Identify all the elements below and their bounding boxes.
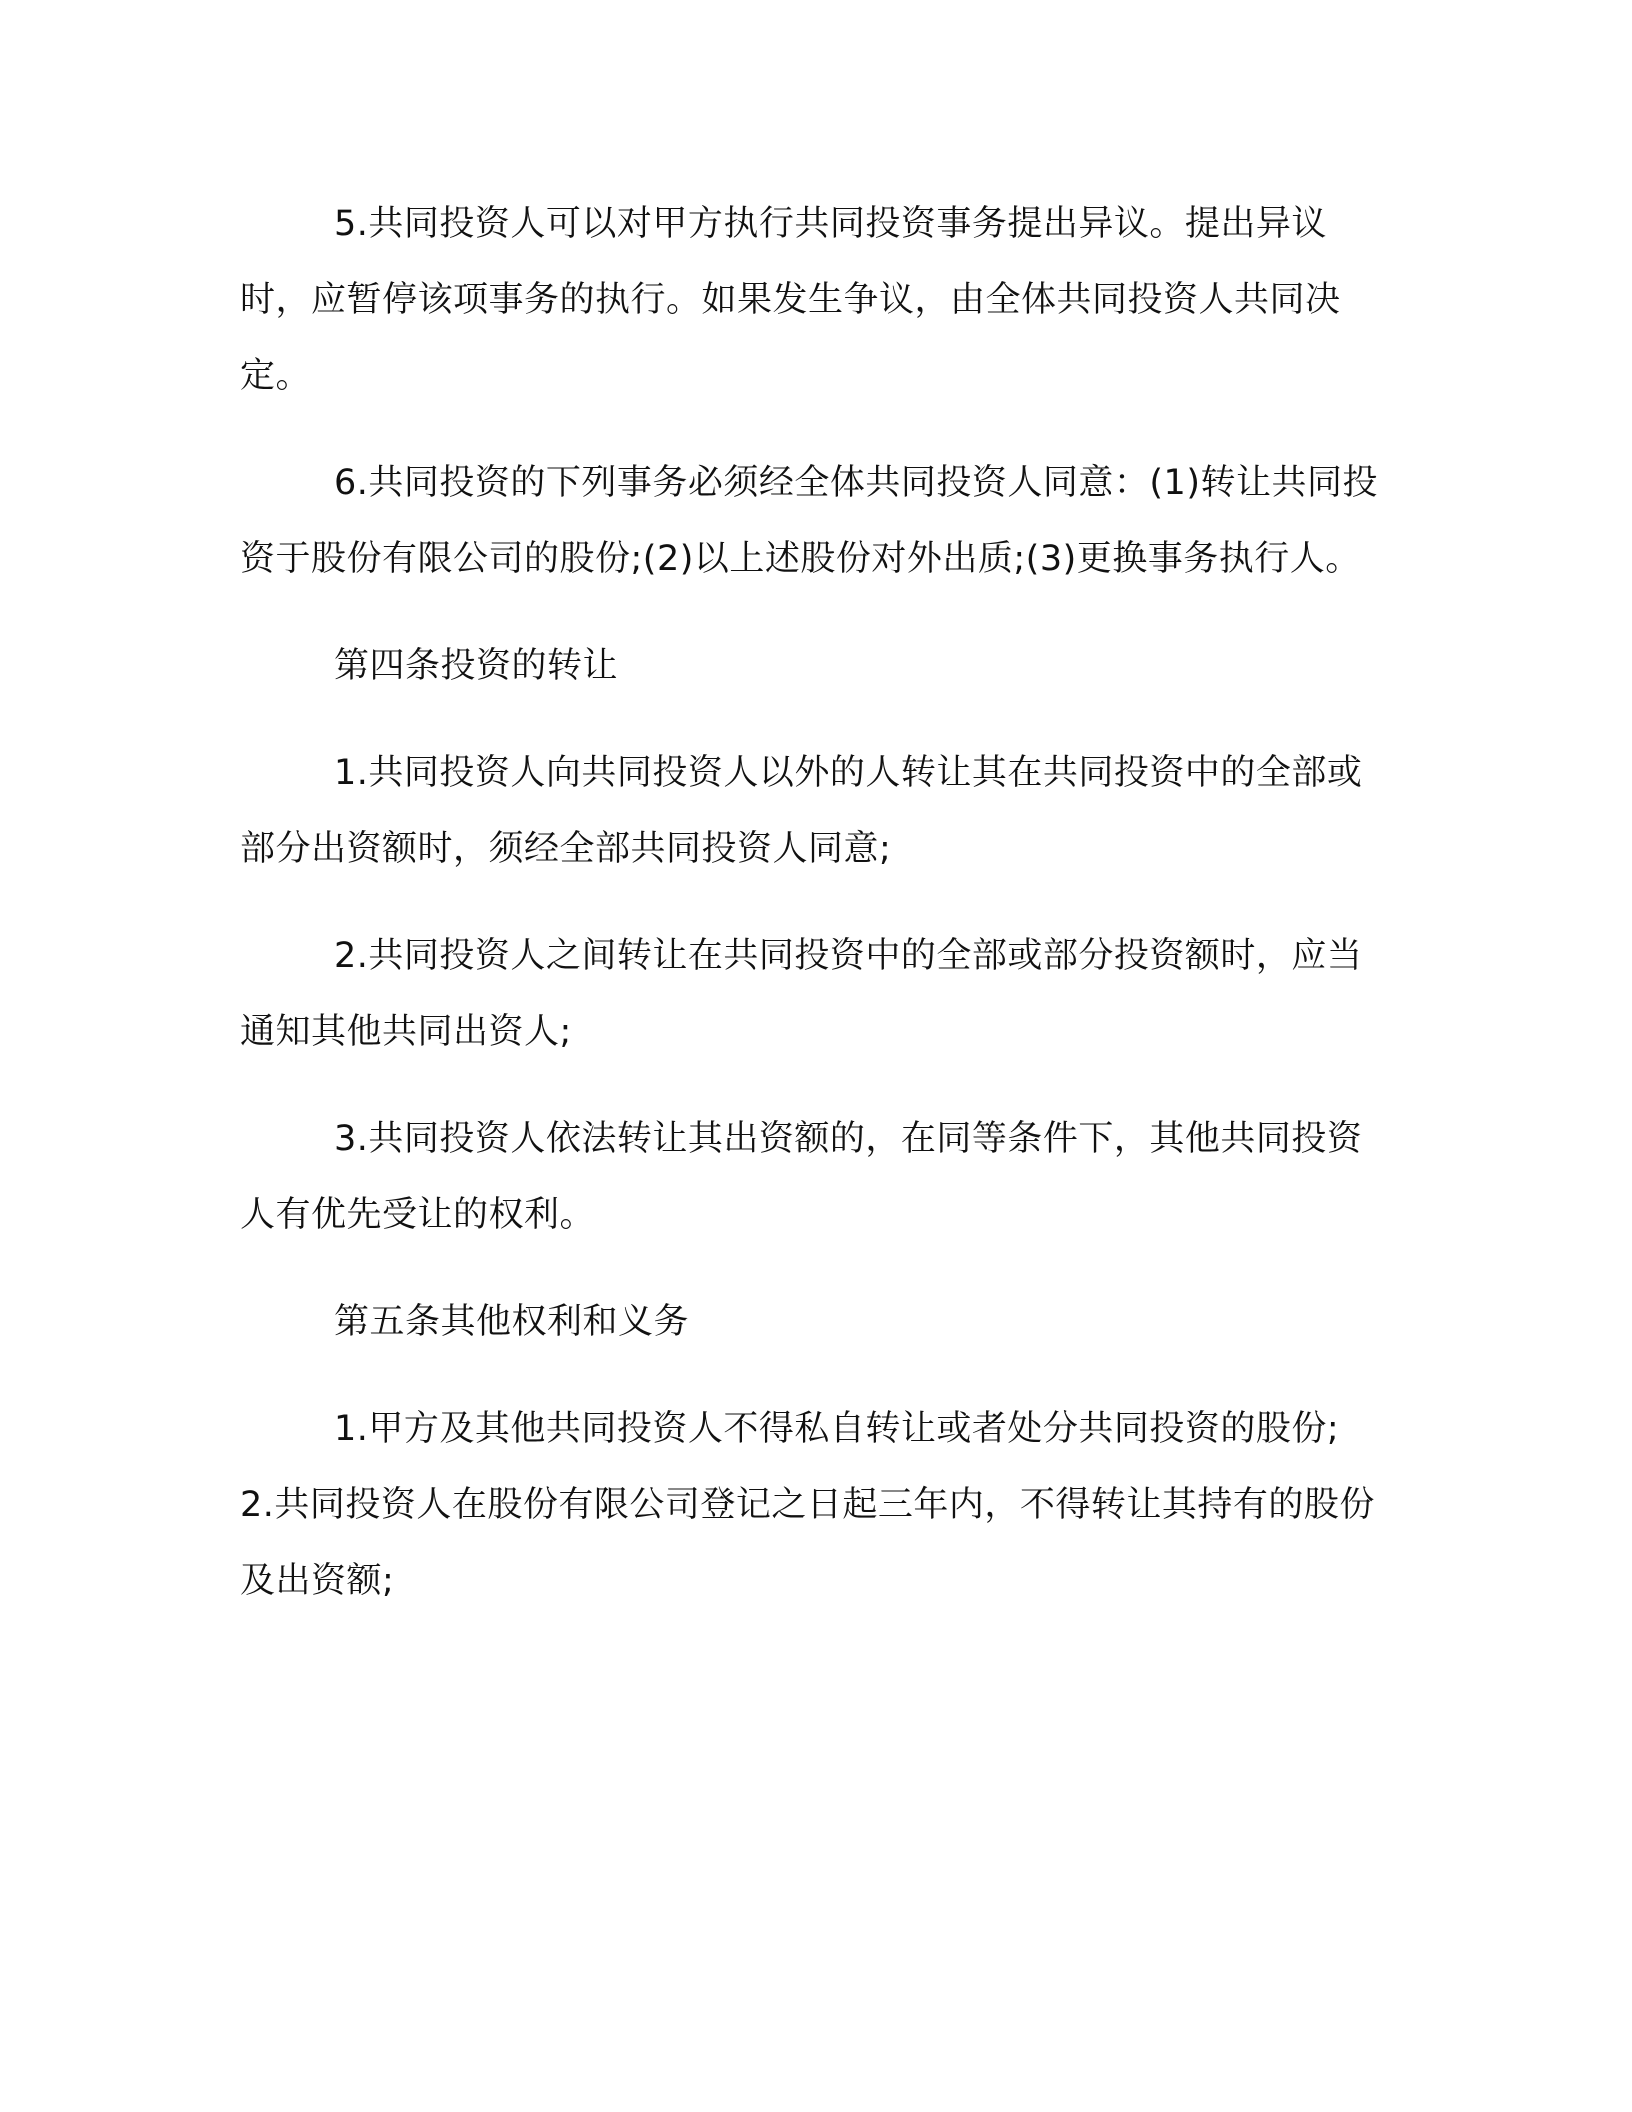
document-body — [240, 186, 1380, 1650]
paragraph-article3-item5: 5.共同投资人可以对甲方执行共同投资事务提出异议。提出异议时，应暂停该项事务的执行。如果发生争议，由全体共同投资人共同决定。 — [240, 204, 1341, 396]
paragraph-article5-item1: 1.甲方及其他共同投资人不得私自转让或者处分共同投资的股份; — [334, 1409, 1340, 1449]
paragraph-article4-item1: 1.共同投资人向共同投资人以外的人转让其在共同投资中的全部或部分出资额时，须经全部共同投资人同意; — [240, 753, 1363, 869]
paragraph-article4-item2: 2.共同投资人之间转让在共同投资中的全部或部分投资额时，应当通知其他共同出资人; — [240, 936, 1363, 1052]
heading-article5: 第五条其他权利和义务 — [334, 1302, 690, 1342]
paragraph-article3-item6: 6.共同投资的下列事务必须经全体共同投资人同意：(1)转让共同投资于股份有限公司的股份;(2)以上述股份对外出质;(3)更换事务执行人。 — [240, 463, 1378, 579]
paragraph-article5-item2: 2.共同投资人在股份有限公司登记之日起三年内，不得转让其持有的股份及出资额; — [240, 1485, 1375, 1601]
paragraph-article4-item3: 3.共同投资人依法转让其出资额的，在同等条件下，其他共同投资人有优先受让的权利。 — [240, 1119, 1363, 1235]
heading-article4: 第四条投资的转让 — [334, 646, 619, 686]
